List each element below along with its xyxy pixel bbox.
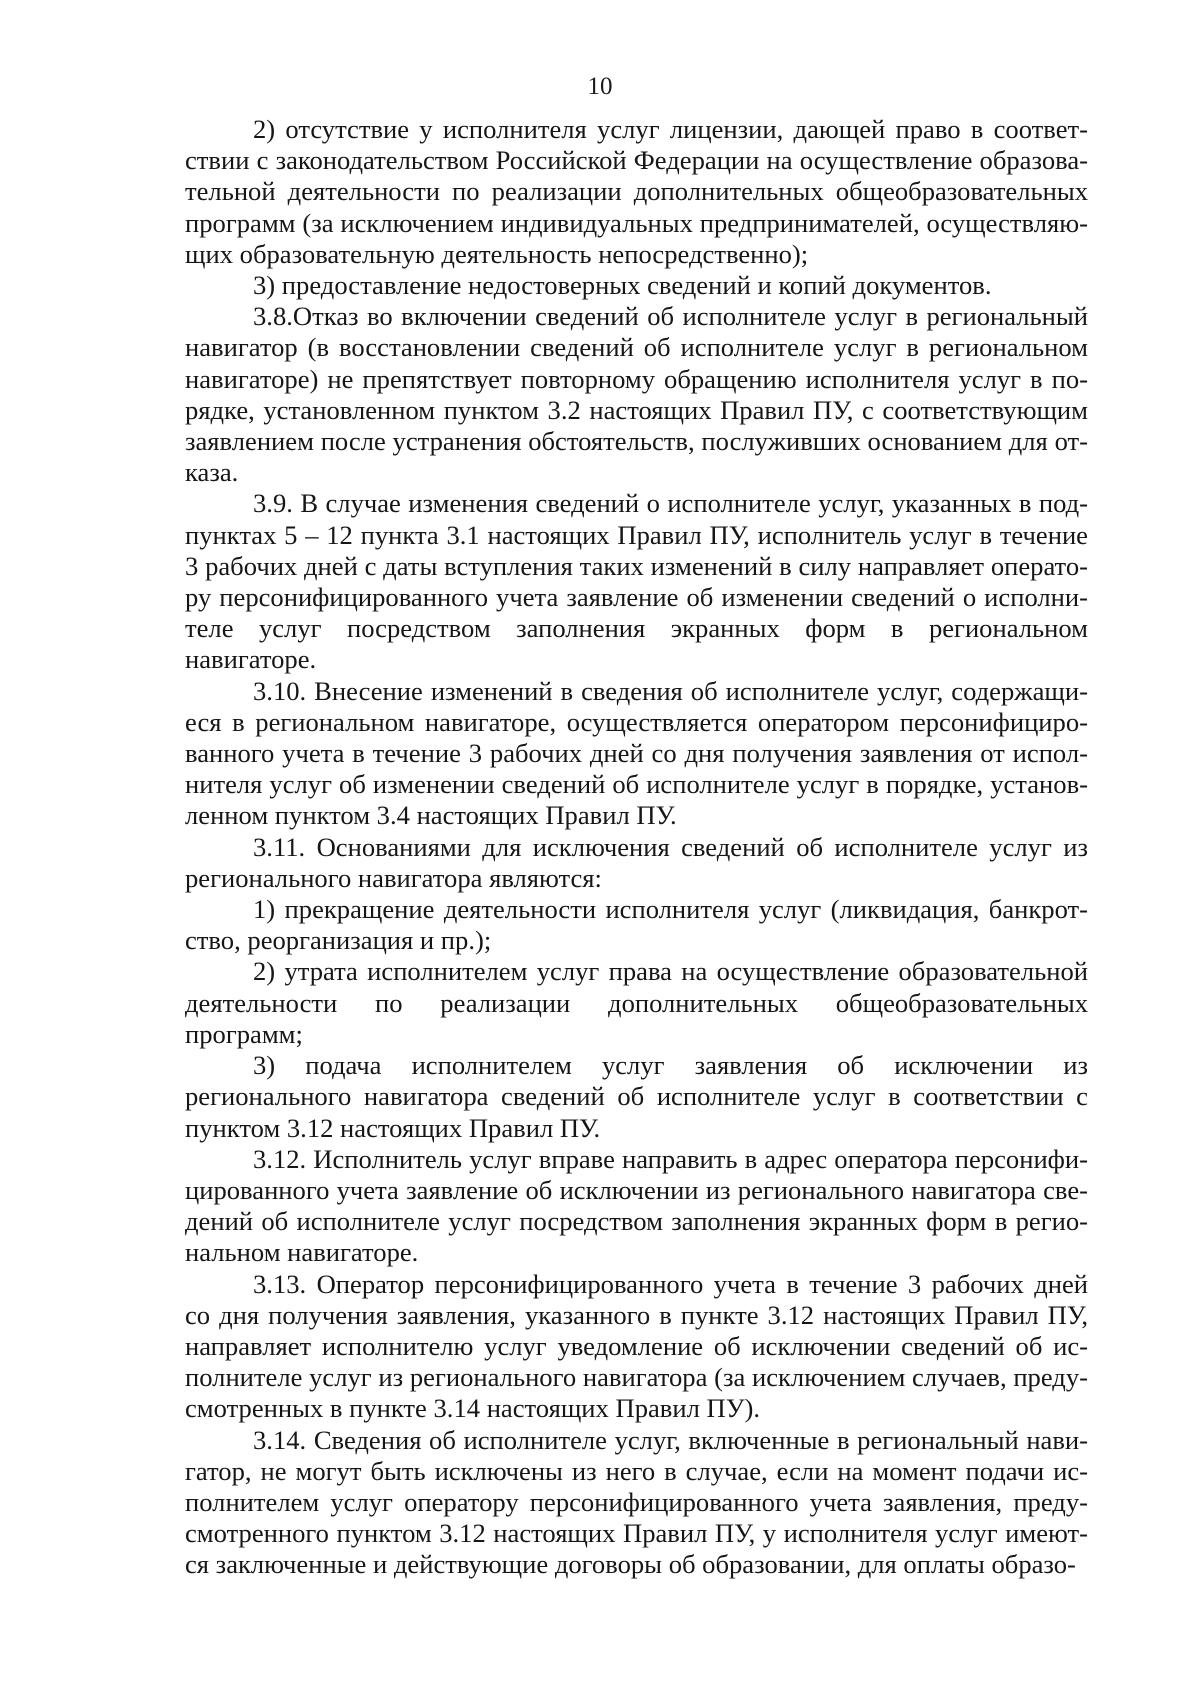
document-body [185, 114, 1088, 1581]
paragraph-3-12: 3.12. Исполнитель услуг вправе направить в адрес оператора персонифицированного учета заявление об исключении из регионального навигатора сведений об исполнителе услуг посредством заполнения экранных форм в региональном навигаторе. [185, 1143, 1088, 1268]
paragraph-3-11-item-2: 2) утрата исполнителем услуг права на осуществление образовательной деятельности по реализации дополнительных общеобразовательных программ; [185, 956, 1088, 1049]
paragraph-3-14: 3.14. Сведения об исполнителе услуг, включенные в региональный навигатор, не могут быть исключены из него в случае, если на момент подачи исполнителем услуг оператору персонифицированного учета заявления, предусмотренного пунктом 3.12 настоящих Правил ПУ, у исполнителя услуг имеются заключенные и действующие договоры об образовании, для оплаты образо- [185, 1424, 1088, 1580]
paragraph-3-11-item-3: 3) подача исполнителем услуг заявления об исключении из регионального навигатора сведений об исполнителе услуг в соответствии с пунктом 3.12 настоящих Правил ПУ. [185, 1050, 1088, 1143]
paragraph-3-11-item-1: 1) прекращение деятельности исполнителя услуг (ликвидация, банкротство, реорганизация и пр.); [185, 894, 1088, 956]
paragraph-3-9: 3.9. В случае изменения сведений о исполнителе услуг, указанных в подпунктах 5 – 12 пункта 3.1 настоящих Правил ПУ, исполнитель услуг в течение 3 рабочих дней с даты вступления таких изменений в силу направляет оператору персонифицированного учета заявление об изменении сведений о исполнителе услуг посредством заполнения экранных форм в региональном навигаторе. [185, 488, 1088, 675]
paragraph-3-8: 3.8.Отказ во включении сведений об исполнителе услуг в региональный навигатор (в восстановлении сведений об исполнителе услуг в региональном навигаторе) не препятствует повторному обращению исполнителя услуг в порядке, установленном пунктом 3.2 настоящих Правил ПУ, с соответствующим заявлением после устранения обстоятельств, послуживших основанием для отказа. [185, 301, 1088, 488]
paragraph-3-10: 3.10. Внесение изменений в сведения об исполнителе услуг, содержащиеся в региональном навигаторе, осуществляется оператором персонифицированного учета в течение 3 рабочих дней со дня получения заявления от исполнителя услуг об изменении сведений об исполнителе услуг в порядке, установленном пунктом 3.4 настоящих Правил ПУ. [185, 675, 1088, 831]
page-number: 10 [587, 73, 613, 100]
paragraph-3-11: 3.11. Основаниями для исключения сведений об исполнителе услуг из регионального навигатора являются: [185, 831, 1088, 893]
paragraph-item-2-no-license: 2) отсутствие у исполнителя услуг лицензии, дающей право в соответствии с законодательством Российской Федерации на осуществление образовательной деятельности по реализации дополнительных общеобразовательных программ (за исключением индивидуальных предпринимателей, осуществляющих образовательную деятельность непосредственно); [185, 114, 1088, 269]
paragraph-3-13: 3.13. Оператор персонифицированного учета в течение 3 рабочих дней со дня получения заявления, указанного в пункте 3.12 настоящих Правил ПУ, направляет исполнителю услуг уведомление об исключении сведений об исполнителе услуг из регионального навигатора (за исключением случаев, предусмотренных в пункте 3.14 настоящих Правил ПУ). [185, 1268, 1088, 1424]
paragraph-item-3-false-info: 3) предоставление недостоверных сведений и копий документов. [253, 270, 992, 301]
